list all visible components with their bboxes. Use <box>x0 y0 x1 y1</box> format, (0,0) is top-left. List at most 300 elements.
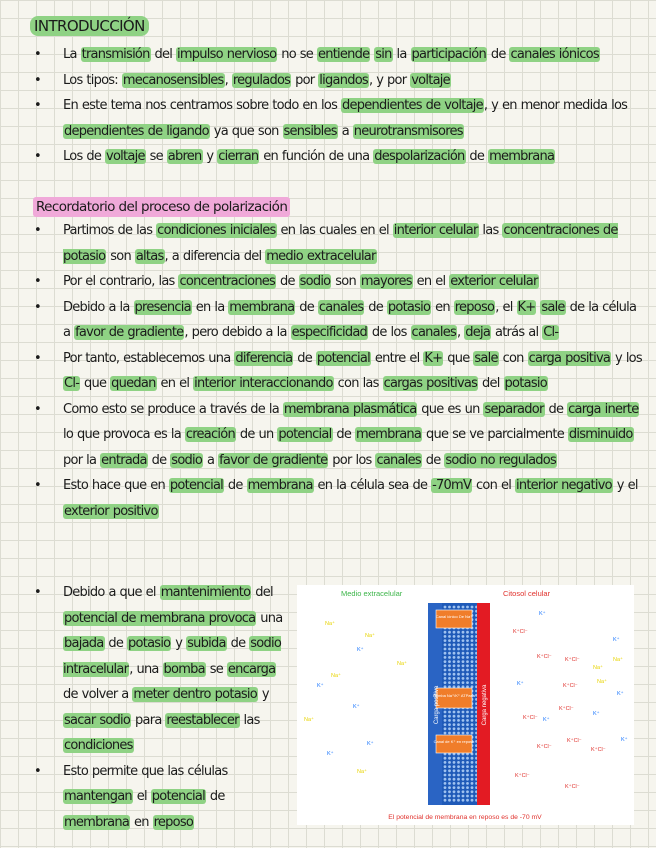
lipid-head <box>471 631 474 634</box>
lipid-head <box>471 711 474 714</box>
lipid-head <box>471 635 474 638</box>
ion-k: K⁺ <box>317 683 324 689</box>
lipid-head <box>448 673 451 676</box>
text-run: y los <box>611 350 642 366</box>
lipid-head <box>466 790 469 793</box>
lipid-head <box>453 656 456 659</box>
lipid-head <box>457 664 460 667</box>
ion-na: Na⁺ <box>593 665 603 671</box>
lipid-head <box>453 782 456 785</box>
ion-kcl: K⁺Cl⁻ <box>591 747 606 753</box>
lipid-head <box>471 795 474 798</box>
highlighted-term: participación <box>411 47 486 62</box>
text-run: del <box>478 376 504 391</box>
lipid-head <box>471 673 474 676</box>
text-run: lo que provoca es la <box>63 427 185 442</box>
highlighted-term: -70mV <box>432 478 472 493</box>
lipid-head <box>471 677 474 680</box>
na-k-pump <box>436 688 472 708</box>
ion-kcl: K⁺Cl⁻ <box>523 715 538 721</box>
text-run: del <box>251 585 273 600</box>
lipid-head <box>462 711 465 714</box>
lipid-head <box>444 723 447 726</box>
text-run: no se <box>277 47 317 62</box>
highlighted-term: sin <box>375 47 392 62</box>
highlighted-term: cargas positivas <box>383 376 478 391</box>
highlighted-term: favor de gradiente <box>219 452 328 468</box>
ion-k: K⁺ <box>517 681 524 687</box>
lipid-head <box>471 669 474 672</box>
text-run: la <box>392 47 411 62</box>
lipid-head <box>457 681 460 684</box>
lipid-head <box>448 669 451 672</box>
text-run: con <box>498 350 528 366</box>
ion-k: K⁺ <box>353 704 360 710</box>
lipid-head <box>444 782 447 785</box>
highlighted-term: sodio <box>299 274 331 289</box>
lipid-head <box>466 656 469 659</box>
lipid-head <box>457 782 460 785</box>
bullet-item <box>33 346 647 397</box>
lipid-head <box>462 757 465 760</box>
text-run: en la célula sea de <box>313 478 432 493</box>
lipid-head <box>466 635 469 638</box>
highlighted-term: Cl- <box>543 325 559 340</box>
highlighted-term: presencia <box>134 299 191 315</box>
lipid-head <box>471 727 474 730</box>
lipid-head <box>448 664 451 667</box>
text-run: de <box>293 350 316 366</box>
lipid-head <box>462 723 465 726</box>
lipid-head <box>462 669 465 672</box>
lipid-head <box>453 635 456 638</box>
bullet-item <box>33 68 647 94</box>
highlighted-term: reestablecer <box>166 712 239 728</box>
highlighted-term: neurotransmisores <box>353 123 463 139</box>
lipid-head <box>462 664 465 667</box>
lipid-head <box>462 631 465 634</box>
polarization-bullet-list <box>33 218 647 524</box>
lipid-head <box>453 719 456 722</box>
highlighted-term: especificidad <box>291 325 368 340</box>
highlighted-term: bomba <box>163 661 205 677</box>
text-run: con las <box>333 376 383 391</box>
text-run: por la <box>63 452 101 468</box>
highlighted-term: mantengan <box>64 789 132 804</box>
ion-k: K⁺ <box>367 741 374 747</box>
text-run: en el <box>156 376 194 391</box>
lipid-head <box>466 761 469 764</box>
text-run: que es un <box>417 401 484 417</box>
lipid-head <box>471 652 474 655</box>
text-run: de <box>104 636 128 651</box>
text-run: , y en menor medida los <box>483 98 628 113</box>
section-heading-polarizacion: Recordatorio del proceso de polarización <box>33 197 290 217</box>
lipid-head <box>448 765 451 768</box>
ion-kcl: K⁺Cl⁻ <box>513 629 528 635</box>
highlighted-term: K+ <box>517 299 536 315</box>
highlighted-term: transmisión <box>81 47 150 62</box>
text-run: en el <box>412 274 450 289</box>
lipid-head <box>462 761 465 764</box>
lipid-head <box>462 652 465 655</box>
highlighted-term: exterior positivo <box>64 503 158 519</box>
bullet-item <box>33 473 647 524</box>
lipid-head <box>457 769 460 772</box>
lipid-head <box>453 795 456 798</box>
lipid-head <box>453 660 456 663</box>
lipid-head <box>453 681 456 684</box>
lipid-head <box>466 715 469 718</box>
lipid-head <box>466 774 469 777</box>
lipid-head <box>457 606 460 609</box>
lipid-head <box>466 664 469 667</box>
text-run: , a diferencia del <box>164 248 266 264</box>
text-run: Los de <box>63 149 106 164</box>
lipid-head <box>462 727 465 730</box>
membrane-diagram <box>297 585 634 825</box>
page-title: INTRODUCCIÓN <box>30 16 149 36</box>
lipid-head <box>453 639 456 642</box>
lipid-head <box>448 652 451 655</box>
lipid-head <box>471 799 474 802</box>
lipid-head <box>466 799 469 802</box>
lipid-head <box>448 723 451 726</box>
lipid-head <box>466 782 469 785</box>
text-run: a <box>203 452 219 468</box>
highlighted-term: sodio intracelular <box>63 636 282 677</box>
lipid-head <box>466 677 469 680</box>
text-run: Esto hace que en <box>63 478 169 493</box>
text-run: de <box>465 149 489 164</box>
highlighted-term: encarga <box>227 661 276 677</box>
lipid-head <box>471 790 474 793</box>
highlighted-term: entrada <box>101 452 147 468</box>
highlighted-term: membrana <box>356 427 422 442</box>
text-run: Debido a la <box>63 299 134 315</box>
text-run: y el <box>612 478 638 493</box>
text-run: , una <box>129 661 163 677</box>
highlighted-term: sodio <box>171 452 203 468</box>
lipid-head <box>457 757 460 760</box>
lipid-head <box>448 790 451 793</box>
lipid-head <box>466 795 469 798</box>
lipid-head <box>462 782 465 785</box>
label-cytosol: Citosol celular <box>503 589 551 598</box>
highlighted-term: sale <box>474 350 498 366</box>
text-run: ya que son <box>209 123 283 139</box>
lipid-head <box>444 639 447 642</box>
lipid-head <box>453 643 456 646</box>
lipid-head <box>453 664 456 667</box>
text-run: entre el <box>371 350 424 366</box>
lipid-head <box>453 669 456 672</box>
ion-k: K⁺ <box>543 717 550 723</box>
lipid-head <box>457 631 460 634</box>
lipid-head <box>444 727 447 730</box>
lipid-head <box>466 681 469 684</box>
highlighted-term: sale <box>541 299 565 315</box>
lipid-head <box>448 778 451 781</box>
lipid-head <box>444 631 447 634</box>
lipid-head <box>457 639 460 642</box>
text-run: , el <box>495 299 517 315</box>
lipid-head <box>448 648 451 651</box>
lipid-head <box>471 656 474 659</box>
lipid-head <box>448 727 451 730</box>
lipid-head <box>453 631 456 634</box>
lipid-head <box>471 774 474 777</box>
highlighted-term: concentraciones de potasio <box>63 223 618 264</box>
text-run: de <box>226 636 250 651</box>
na-channel <box>436 610 472 628</box>
lipid-head <box>466 606 469 609</box>
lipid-head <box>453 711 456 714</box>
highlighted-term: exterior celular <box>450 274 538 289</box>
highlighted-term: condiciones iniciales <box>157 223 276 238</box>
ion-k: K⁺ <box>539 611 546 617</box>
lipid-head <box>466 660 469 663</box>
highlighted-term: abren <box>167 149 202 164</box>
highlighted-term: concentraciones <box>179 274 276 289</box>
lipid-head <box>471 765 474 768</box>
lipid-head <box>471 786 474 789</box>
lipid-head <box>466 648 469 651</box>
text-run: en las cuales en el <box>276 223 393 238</box>
lipid-head <box>457 711 460 714</box>
lipid-head <box>471 648 474 651</box>
ion-na: Na⁺ <box>357 769 367 775</box>
lipid-head <box>453 673 456 676</box>
highlighted-term: voltaje <box>106 149 145 164</box>
ion-na: Na⁺ <box>331 673 341 679</box>
lipid-head <box>457 774 460 777</box>
lipid-head <box>444 681 447 684</box>
ion-kcl: K⁺Cl⁻ <box>559 706 574 712</box>
highlighted-term: membrana <box>489 149 555 164</box>
text-run: en <box>431 299 454 315</box>
lipid-head <box>453 774 456 777</box>
lipid-head <box>462 648 465 651</box>
lipid-head <box>466 769 469 772</box>
bullet-item <box>33 295 647 346</box>
highlighted-term: potasio <box>128 636 171 651</box>
lipid-head <box>457 799 460 802</box>
highlighted-term: ligandos <box>319 72 368 88</box>
lipid-head <box>462 643 465 646</box>
lipid-head <box>448 606 451 609</box>
lipid-head <box>444 774 447 777</box>
text-run: de la célula a <box>63 299 637 340</box>
negative-charge-label: Carga negativa <box>482 684 488 726</box>
lipid-head <box>471 639 474 642</box>
highlighted-term: sensibles <box>283 123 337 139</box>
text-run: , <box>457 325 465 340</box>
text-run: son <box>331 274 360 289</box>
pump-bullet-list <box>33 580 291 835</box>
lipid-head <box>444 635 447 638</box>
highlighted-term: carga inerte <box>568 401 639 417</box>
lipid-head <box>471 681 474 684</box>
highlighted-term: potencial <box>316 350 370 366</box>
text-run: Debido a que el <box>63 585 160 600</box>
lipid-head <box>462 774 465 777</box>
bullet-item <box>33 218 647 269</box>
lipid-head <box>471 719 474 722</box>
highlighted-term: sacar sodio <box>64 712 131 728</box>
lipid-head <box>457 795 460 798</box>
lipid-head <box>462 606 465 609</box>
ion-na: Na⁺ <box>365 633 375 639</box>
lipid-head <box>466 757 469 760</box>
lipid-head <box>457 643 460 646</box>
lipid-head <box>453 769 456 772</box>
lipid-head <box>448 799 451 802</box>
text-run: con el <box>472 478 515 493</box>
lipid-head <box>448 774 451 777</box>
highlighted-term: creación <box>185 427 235 442</box>
ion-k: K⁺ <box>357 647 364 653</box>
lipid-head <box>462 660 465 663</box>
lipid-head <box>462 786 465 789</box>
highlighted-term: potasio <box>504 376 547 391</box>
lipid-head <box>444 719 447 722</box>
lipid-head <box>444 643 447 646</box>
ion-k: K⁺ <box>621 737 628 743</box>
text-run: de un <box>235 427 278 442</box>
highlighted-term: interior interaccionando <box>194 376 333 391</box>
highlighted-term: entiende <box>317 47 370 62</box>
lipid-head <box>448 681 451 684</box>
lipid-head <box>466 639 469 642</box>
lipid-head <box>471 606 474 609</box>
text-run: de <box>544 401 568 417</box>
lipid-head <box>444 715 447 718</box>
lipid-head <box>462 795 465 798</box>
highlighted-term: deja <box>465 325 491 340</box>
lipid-head <box>453 790 456 793</box>
lipid-head <box>462 799 465 802</box>
lipid-head <box>466 631 469 634</box>
lipid-head <box>444 673 447 676</box>
lipid-head <box>453 606 456 609</box>
text-run: , y por <box>368 72 411 88</box>
lipid-head <box>466 719 469 722</box>
text-run: La <box>63 47 81 62</box>
lipid-head <box>444 732 447 735</box>
highlighted-term: canales <box>411 325 456 340</box>
text-run: se <box>205 661 227 677</box>
lipid-head <box>466 723 469 726</box>
highlighted-term: canales iónicos <box>510 47 599 62</box>
highlighted-term: diferencia <box>235 350 293 366</box>
highlighted-term: canales <box>376 452 421 468</box>
lipid-head <box>471 782 474 785</box>
lipid-head <box>448 656 451 659</box>
lipid-head <box>466 732 469 735</box>
lipid-head <box>457 673 460 676</box>
highlighted-term: interior negativo <box>515 478 612 493</box>
na-channel-label: Canal iónico De Na⁺ <box>435 614 473 619</box>
lipid-head <box>462 765 465 768</box>
text-run: de <box>486 47 510 62</box>
highlighted-term: separador <box>484 401 544 417</box>
lipid-head <box>444 769 447 772</box>
lipid-head <box>448 715 451 718</box>
highlighted-term: medio extracelular <box>266 248 376 264</box>
lipid-head <box>453 652 456 655</box>
highlighted-term: dependientes de ligando <box>64 123 209 139</box>
text-run: a <box>337 123 353 139</box>
lipid-head <box>457 790 460 793</box>
highlighted-term: interior celular <box>393 223 478 238</box>
ion-kcl: K⁺Cl⁻ <box>563 683 578 689</box>
text-run: por <box>291 72 319 88</box>
text-run: de <box>205 789 225 804</box>
lipid-head <box>457 656 460 659</box>
lipid-head <box>462 639 465 642</box>
lipid-head <box>444 648 447 651</box>
lipid-head <box>457 778 460 781</box>
lipid-head <box>466 711 469 714</box>
text-run: Partimos de las <box>63 223 157 238</box>
lipid-head <box>444 795 447 798</box>
highlighted-term: voltaje <box>411 72 450 88</box>
highlighted-term: membrana <box>64 814 130 830</box>
ion-k: K⁺ <box>613 637 620 643</box>
lipid-head <box>466 778 469 781</box>
highlighted-term: subida <box>187 636 226 651</box>
lipid-head <box>444 677 447 680</box>
text-run: de <box>421 452 445 468</box>
text-run: en <box>130 814 153 830</box>
highlighted-term: potencial de membrana provoca <box>64 610 256 626</box>
pump-label: Bomba Na⁺/K⁺ ATPasa <box>433 693 475 698</box>
text-run: Por el contrario, las <box>63 274 179 289</box>
highlighted-term: potencial <box>169 478 224 493</box>
lipid-head <box>448 782 451 785</box>
lipid-head <box>462 719 465 722</box>
ion-na: Na⁺ <box>325 621 335 627</box>
text-run: Los tipos: <box>63 72 122 88</box>
lipid-head <box>457 677 460 680</box>
highlighted-term: dependientes de voltaje <box>342 98 483 113</box>
lipid-head <box>457 715 460 718</box>
text-run: y <box>171 636 187 651</box>
text-run: de <box>364 299 387 315</box>
lipid-head <box>444 778 447 781</box>
bullet-item <box>33 580 291 759</box>
text-run: que <box>443 350 474 366</box>
lipid-head <box>471 769 474 772</box>
ion-na: Na⁺ <box>597 679 607 685</box>
lipid-head <box>448 711 451 714</box>
lipid-head <box>448 795 451 798</box>
lipid-head <box>466 673 469 676</box>
text-run: , pero debido a la <box>184 325 291 340</box>
highlighted-term: membrana <box>247 478 313 493</box>
lipid-head <box>457 669 460 672</box>
lipid-head <box>453 732 456 735</box>
lipid-head <box>453 715 456 718</box>
lipid-head <box>448 639 451 642</box>
lipid-head <box>444 656 447 659</box>
text-run: de <box>224 478 247 493</box>
text-run: de <box>332 427 356 442</box>
lipid-head <box>457 652 460 655</box>
lipid-head <box>462 715 465 718</box>
lipid-head <box>448 660 451 663</box>
